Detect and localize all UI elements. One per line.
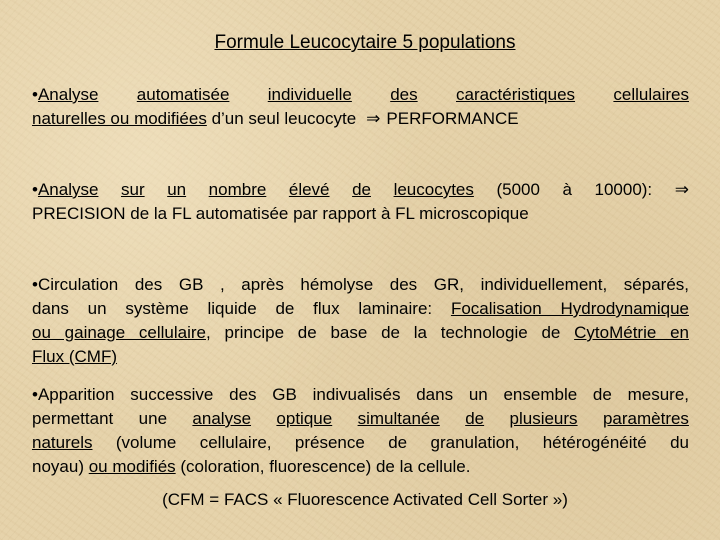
text: PRECISION de la FL automatisée par rapport à FL microscopique [32, 204, 529, 223]
underlined-text: nombre [208, 180, 267, 199]
underlined-text: de [352, 180, 371, 199]
underlined-text: un [167, 180, 187, 199]
bullet: • [32, 275, 38, 294]
underlined-text: simultanée [357, 409, 440, 428]
paragraph-analysis [32, 83, 689, 131]
underlined-text: ou modifiés [88, 457, 176, 476]
underlined-text: automatisée [136, 85, 230, 104]
underlined-text: cellulaires [613, 85, 689, 104]
text: (5000 à 10000): [496, 180, 653, 199]
underlined-text: leucocytes [393, 180, 474, 199]
underlined-text: plusieurs [509, 409, 578, 428]
underlined-text: individuelle [267, 85, 352, 104]
paragraph-line [32, 383, 689, 407]
underlined-text: élevé [288, 180, 330, 199]
underlined-text: de [465, 409, 485, 428]
underlined-text: Analyse [37, 85, 99, 104]
text: (volume cellulaire, présence de granulation, hétérogénéité du [115, 433, 689, 452]
paragraph-apparition [32, 383, 689, 479]
paragraph-line [32, 83, 689, 107]
underlined-text: Analyse [37, 180, 99, 199]
underlined-text: caractéristiques [455, 85, 576, 104]
bullet: • [32, 180, 38, 199]
paragraph-line [32, 178, 689, 202]
text: noyau) [32, 457, 84, 476]
underlined-text: naturelles ou modifiées [32, 109, 207, 128]
paragraph-line [32, 202, 689, 226]
paragraph-precision [32, 178, 689, 226]
paragraph-line [32, 297, 689, 321]
text: dans un système liquide de flux laminaire: [32, 299, 433, 318]
underlined-text: ou gainage cellulaire [32, 323, 207, 342]
text: d’un seul leucocyte [211, 109, 357, 128]
underlined-text: analyse [192, 409, 252, 428]
paragraph-line [32, 345, 689, 369]
text: , principe de base de la technologie de [206, 323, 561, 342]
text: (coloration, fluorescence) de la cellule. [180, 457, 471, 476]
text: Circulation des GB , après hémolyse des GR, individuellement, séparés, [37, 275, 689, 294]
underlined-text: paramètres [602, 409, 689, 428]
footer-note: (CFM = FACS « Fluorescence Activated Cell Sorter ») [162, 490, 568, 509]
paragraph-line [32, 107, 689, 131]
underlined-text: naturels [32, 433, 93, 452]
paragraph-line [32, 431, 689, 455]
bullet: • [32, 385, 38, 404]
paragraph-line [32, 455, 689, 479]
paragraph-circulation [32, 273, 689, 369]
paragraph-line [32, 407, 689, 431]
text: Apparition successive des GB indivualisés dans un ensemble de mesure, [37, 385, 689, 404]
bullet: • [32, 85, 38, 104]
paragraph-line [32, 321, 689, 345]
paragraph-line [32, 273, 689, 297]
underlined-text: Focalisation Hydrodynamique [450, 299, 689, 318]
underlined-text: des [390, 85, 418, 104]
text: PERFORMANCE [386, 109, 519, 128]
underlined-text: sur [121, 180, 145, 199]
text: permettant une [32, 409, 168, 428]
underlined-text: CytoMétrie en [574, 323, 689, 342]
underlined-text: optique [276, 409, 333, 428]
underlined-text: Flux (CMF) [32, 347, 117, 366]
implies-arrow-icon: ⇒ [674, 180, 689, 199]
slide-title: Formule Leucocytaire 5 populations [214, 32, 516, 53]
implies-arrow-icon: ⇒ [366, 109, 381, 128]
